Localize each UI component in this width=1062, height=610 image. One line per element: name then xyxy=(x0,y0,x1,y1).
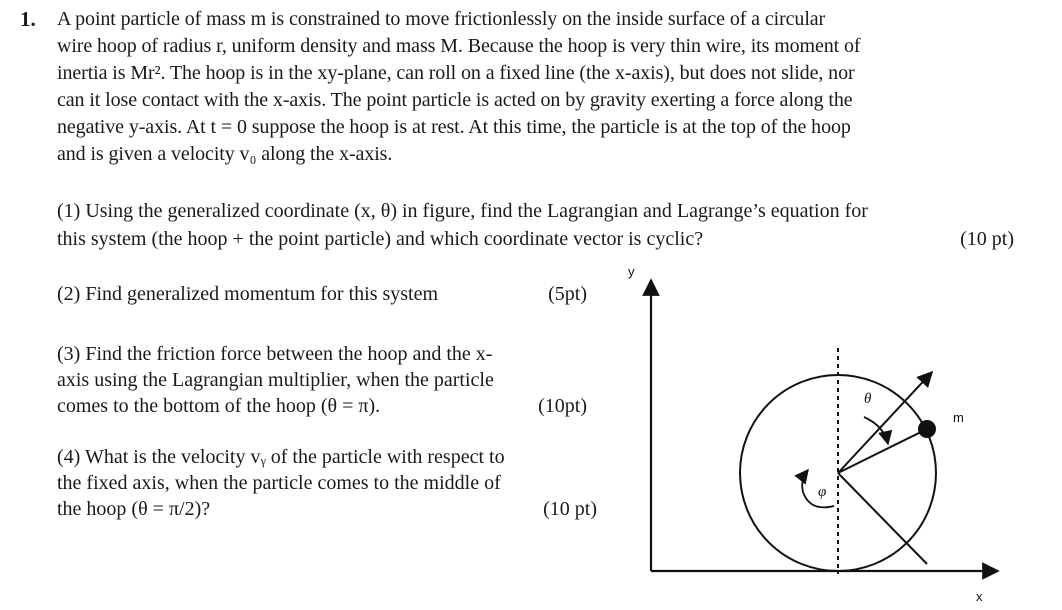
hoop-figure xyxy=(620,258,1020,608)
question-2 xyxy=(57,281,597,307)
q4-points: (10 pt) xyxy=(543,498,597,520)
intro-line-2: wire hoop of radius r, uniform density and mass M. Because the hoop is very thin wire, its moment of xyxy=(57,35,861,57)
phi-label: φ xyxy=(818,484,827,500)
q1-points: (10 pt) xyxy=(960,228,1014,250)
q4-line-2: the fixed axis, when the particle comes to the middle of xyxy=(57,472,501,494)
mass-label: m xyxy=(953,410,964,425)
point-particle xyxy=(918,420,936,438)
x-axis-label: x xyxy=(976,589,983,604)
intro-line-4: can it lose contact with the x-axis. The point particle is acted on by gravity exerting a force along the xyxy=(57,89,853,111)
q3-line-2: axis using the Lagrangian multiplier, when the particle xyxy=(57,369,494,391)
problem-statement xyxy=(57,6,1027,168)
q3-points: (10pt) xyxy=(538,395,587,417)
q2-points: (5pt) xyxy=(548,283,587,305)
y-axis-label: y xyxy=(628,264,635,279)
q1-line-2: this system (the hoop + the point particle) and which coordinate vector is cyclic? xyxy=(57,228,704,250)
particle-radius-line xyxy=(838,429,927,473)
q4-line-1: (4) What is the velocity vᵧ of the particle with respect to xyxy=(57,446,505,468)
intro-line-5: negative y-axis. At t = 0 suppose the hoop is at rest. At this time, the particle is at the top of the hoop xyxy=(57,116,851,138)
q4-line-3: the hoop (θ = π/2)? xyxy=(57,498,211,520)
intro-line-3: inertia is Mr². The hoop is in the xy-plane, can roll on a fixed line (the x-axis), but does not slide, nor xyxy=(57,62,855,84)
rolling-diagonal-line xyxy=(838,473,927,564)
problem-number: 1. xyxy=(20,7,36,31)
question-3 xyxy=(57,341,597,419)
intro-line-1: A point particle of mass m is constrained to move frictionlessly on the inside surface of a circular xyxy=(57,8,826,30)
question-4 xyxy=(57,444,597,522)
q2-line-1: (2) Find generalized momentum for this system xyxy=(57,283,439,305)
q1-line-1: (1) Using the generalized coordinate (x, θ) in figure, find the Lagrangian and Lagrange’s equation for xyxy=(57,200,868,222)
intro-line-6: and is given a velocity v₀ along the x-axis. xyxy=(57,143,393,165)
q3-line-3: comes to the bottom of the hoop (θ = π). xyxy=(57,395,381,417)
question-1 xyxy=(57,197,1022,253)
theta-label: θ xyxy=(864,391,872,407)
q3-line-1: (3) Find the friction force between the hoop and the x- xyxy=(57,343,493,365)
